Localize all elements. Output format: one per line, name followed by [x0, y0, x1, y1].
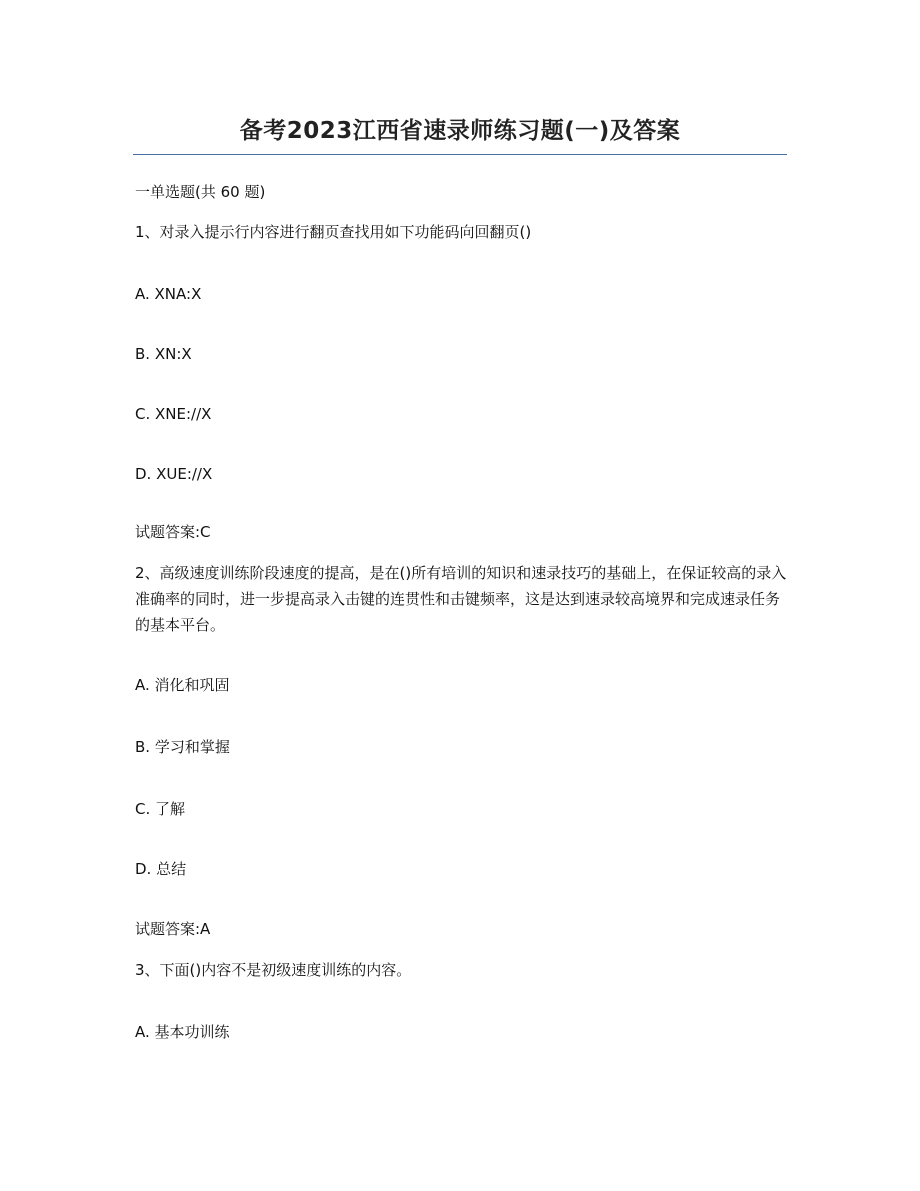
- question-1-option-d: D. XUE://X: [135, 465, 213, 483]
- question-1-option-b: B. XN:X: [135, 345, 192, 363]
- question-2-option-a: A. 消化和巩固: [135, 676, 230, 694]
- question-2-option-c: C. 了解: [135, 800, 186, 818]
- question-3-option-a: A. 基本功训练: [135, 1023, 230, 1041]
- question-1-option-c: C. XNE://X: [135, 405, 212, 423]
- question-1-option-a: A. XNA:X: [135, 285, 202, 303]
- title-divider: [133, 154, 787, 155]
- question-1-stem: 1、对录入提示行内容进行翻页查找用如下功能码向回翻页(): [135, 223, 532, 241]
- question-2-option-b: B. 学习和掌握: [135, 738, 230, 756]
- question-2-option-d: D. 总结: [135, 860, 187, 878]
- question-3-stem: 3、下面()内容不是初级速度训练的内容。: [135, 961, 412, 979]
- section-heading: 一单选题(共 60 题): [135, 183, 266, 201]
- question-2-answer: 试题答案:A: [135, 920, 211, 938]
- question-2-stem: 2、高级速度训练阶段速度的提高，是在()所有培训的知识和速录技巧的基础上，在保证较高的录入准确率的同时，进一步提高录入击键的连贯性和击键频率，这是达到速录较高境界和完成速录任务的基本平台。: [135, 564, 787, 634]
- question-1-answer: 试题答案:C: [135, 523, 211, 541]
- document-title: 备考2023江西省速录师练习题(一)及答案: [239, 118, 681, 144]
